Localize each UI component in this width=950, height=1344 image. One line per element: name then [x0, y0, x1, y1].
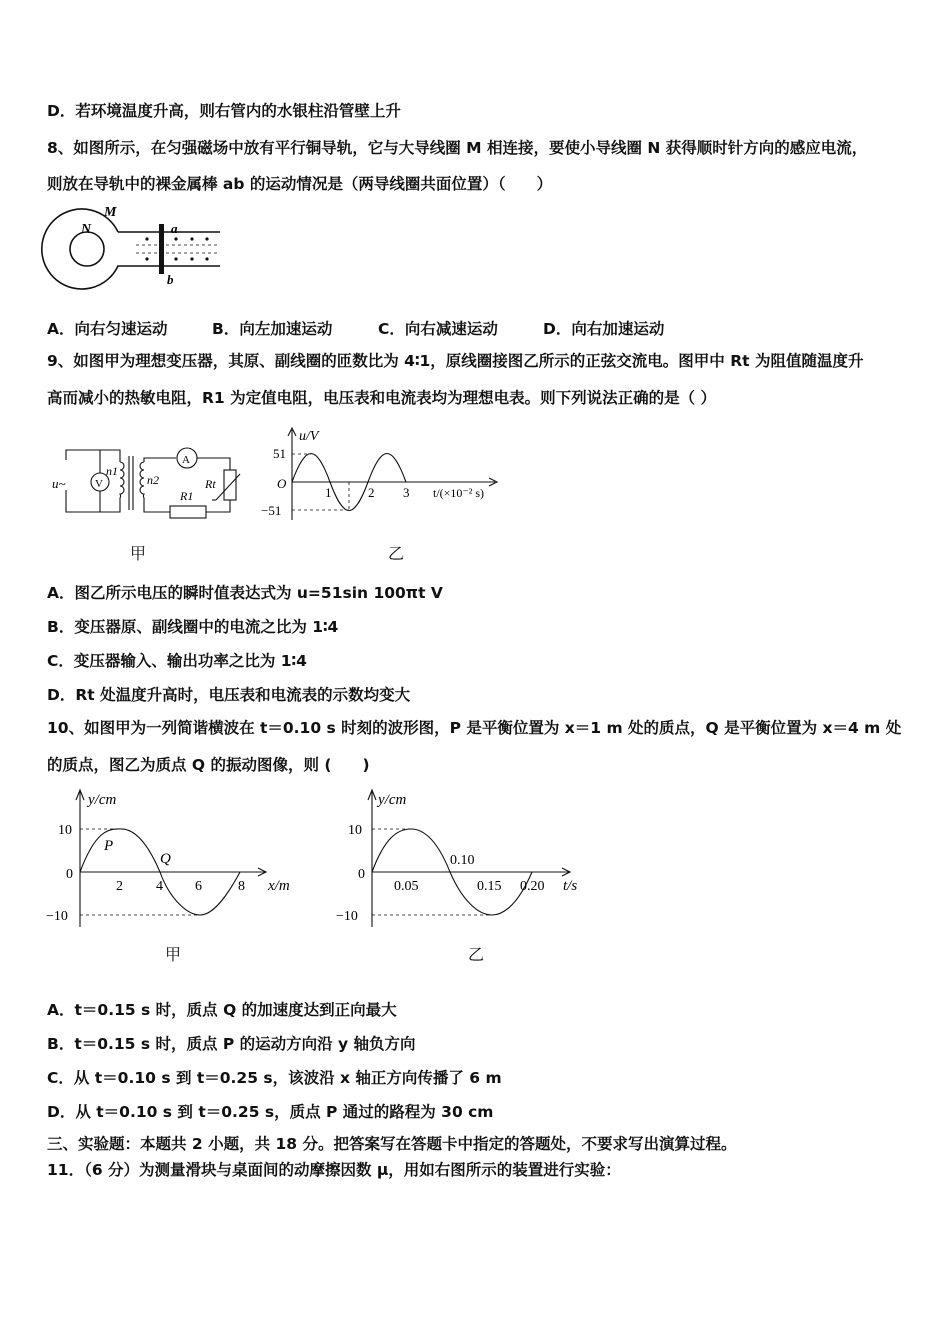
q9-option-a: A．图乙所示电压的瞬时值表达式为 u=51sin 100πt V — [47, 584, 443, 602]
q10-caption-yi: 乙 — [468, 945, 485, 964]
svg-text:Q: Q — [160, 851, 171, 867]
q10-option-d: D．从 t＝0.10 s 到 t＝0.25 s，质点 P 通过的路程为 30 cm — [47, 1103, 494, 1121]
svg-text:P: P — [104, 838, 114, 854]
svg-text:51: 51 — [273, 446, 286, 461]
svg-text:10: 10 — [348, 823, 362, 838]
q10-figure-wave — [40, 782, 310, 932]
q9-figure-circuit — [48, 440, 248, 520]
q9-stem-line2: 高而减小的热敏电阻，R1 为定值电阻，电压表和电流表均为理想电表。则下列说法正确的是（ ） — [47, 389, 717, 407]
q8-option-c: C．向右减速运动 — [378, 320, 498, 338]
svg-text:4: 4 — [156, 879, 163, 894]
q10-figure-vibration — [330, 782, 605, 932]
svg-text:y/cm: y/cm — [88, 792, 117, 808]
q8-option-d: D．向右加速运动 — [543, 320, 665, 338]
q8-stem-line1: 8、如图所示，在匀强磁场中放有平行铜导轨，它与大导线圈 M 相连接，要使小导线圈 N 获得顺时针方向的感应电流， — [47, 139, 868, 157]
svg-text:t/s: t/s — [563, 878, 578, 894]
label-b: b — [167, 272, 174, 287]
svg-text:0.20: 0.20 — [520, 879, 545, 894]
svg-text:t/(×10⁻² s): t/(×10⁻² s) — [433, 486, 485, 500]
svg-text:1: 1 — [325, 485, 332, 500]
q8-option-b: B．向左加速运动 — [212, 320, 333, 338]
svg-text:3: 3 — [403, 485, 410, 500]
q11-stem-line1: 11．（6 分）为测量滑块与桌面间的动摩擦因数 μ，用如右图所示的装置进行实验： — [47, 1161, 621, 1179]
q9-caption-yi: 乙 — [388, 544, 405, 563]
svg-text:2: 2 — [368, 485, 375, 500]
svg-text:u~: u~ — [52, 476, 66, 491]
q10-stem-line2: 的质点，图乙为质点 Q 的振动图像，则 ( ) — [47, 756, 370, 774]
q10-caption-jia: 甲 — [165, 945, 182, 964]
q9-option-b: B．变压器原、副线圈中的电流之比为 1∶4 — [47, 618, 339, 636]
label-m: M — [104, 205, 117, 220]
rod-ab — [159, 224, 164, 274]
q9-option-c: C．变压器输入、输出功率之比为 1∶4 — [47, 652, 307, 670]
svg-text:6: 6 — [195, 879, 202, 894]
svg-text:O: O — [277, 476, 287, 491]
svg-text:n1: n1 — [106, 464, 118, 478]
q8-stem-line2: 则放在导轨中的裸金属棒 ab 的运动情况是（两导线圈共面位置）（ ） — [47, 175, 553, 193]
section3-heading: 三、实验题：本题共 2 小题，共 18 分。把答案写在答题卡中指定的答题处，不要求写出演算过程。 — [47, 1135, 737, 1153]
svg-text:−51: −51 — [261, 503, 282, 518]
svg-text:0.15: 0.15 — [477, 879, 502, 894]
q8-option-a: A．向右匀速运动 — [47, 320, 168, 338]
label-n: N — [81, 222, 92, 237]
q9-caption-jia: 甲 — [130, 544, 147, 563]
svg-text:10: 10 — [58, 823, 72, 838]
svg-text:u/V: u/V — [299, 429, 319, 444]
svg-text:0.05: 0.05 — [394, 879, 419, 894]
q8-figure — [40, 200, 230, 292]
q10-option-b: B．t＝0.15 s 时，质点 P 的运动方向沿 y 轴负方向 — [47, 1035, 416, 1053]
q10-option-a: A．t＝0.15 s 时，质点 Q 的加速度达到正向最大 — [47, 1001, 397, 1019]
svg-text:8: 8 — [238, 879, 245, 894]
coil-m-outline — [42, 209, 220, 289]
resistor-r1 — [170, 506, 206, 518]
svg-text:0.10: 0.10 — [450, 853, 475, 868]
svg-text:n2: n2 — [147, 473, 159, 487]
svg-text:Rt: Rt — [205, 477, 216, 491]
svg-text:−10: −10 — [46, 909, 68, 924]
q10-stem-line1: 10、如图甲为一列简谐横波在 t＝0.10 s 时刻的波形图，P 是平衡位置为 x＝1 m 处的质点，Q 是平衡位置为 x＝4 m 处 — [47, 719, 902, 737]
svg-text:A: A — [182, 454, 190, 466]
q7-option-d: D．若环境温度升高，则右管内的水银柱沿管壁上升 — [47, 102, 401, 120]
svg-text:y/cm: y/cm — [378, 792, 407, 808]
q9-stem-line1: 9、如图甲为理想变压器，其原、副线圈的匝数比为 4∶1，原线圈接图乙所示的正弦交流电。图甲中 Rt 为阻值随温度升 — [47, 352, 864, 370]
svg-text:0: 0 — [66, 867, 73, 882]
svg-text:x/m: x/m — [268, 878, 290, 894]
coil-n — [70, 232, 104, 266]
svg-text:2: 2 — [116, 879, 123, 894]
q9-option-d: D．Rt 处温度升高时，电压表和电流表的示数均变大 — [47, 686, 411, 704]
q9-figure-graph — [255, 420, 520, 525]
q10-option-c: C．从 t＝0.10 s 到 t＝0.25 s，该波沿 x 轴正方向传播了 6 m — [47, 1069, 502, 1087]
svg-text:V: V — [95, 478, 103, 490]
label-a: a — [171, 221, 178, 236]
svg-text:0: 0 — [358, 867, 365, 882]
svg-text:−10: −10 — [336, 909, 358, 924]
svg-text:R1: R1 — [180, 489, 194, 503]
